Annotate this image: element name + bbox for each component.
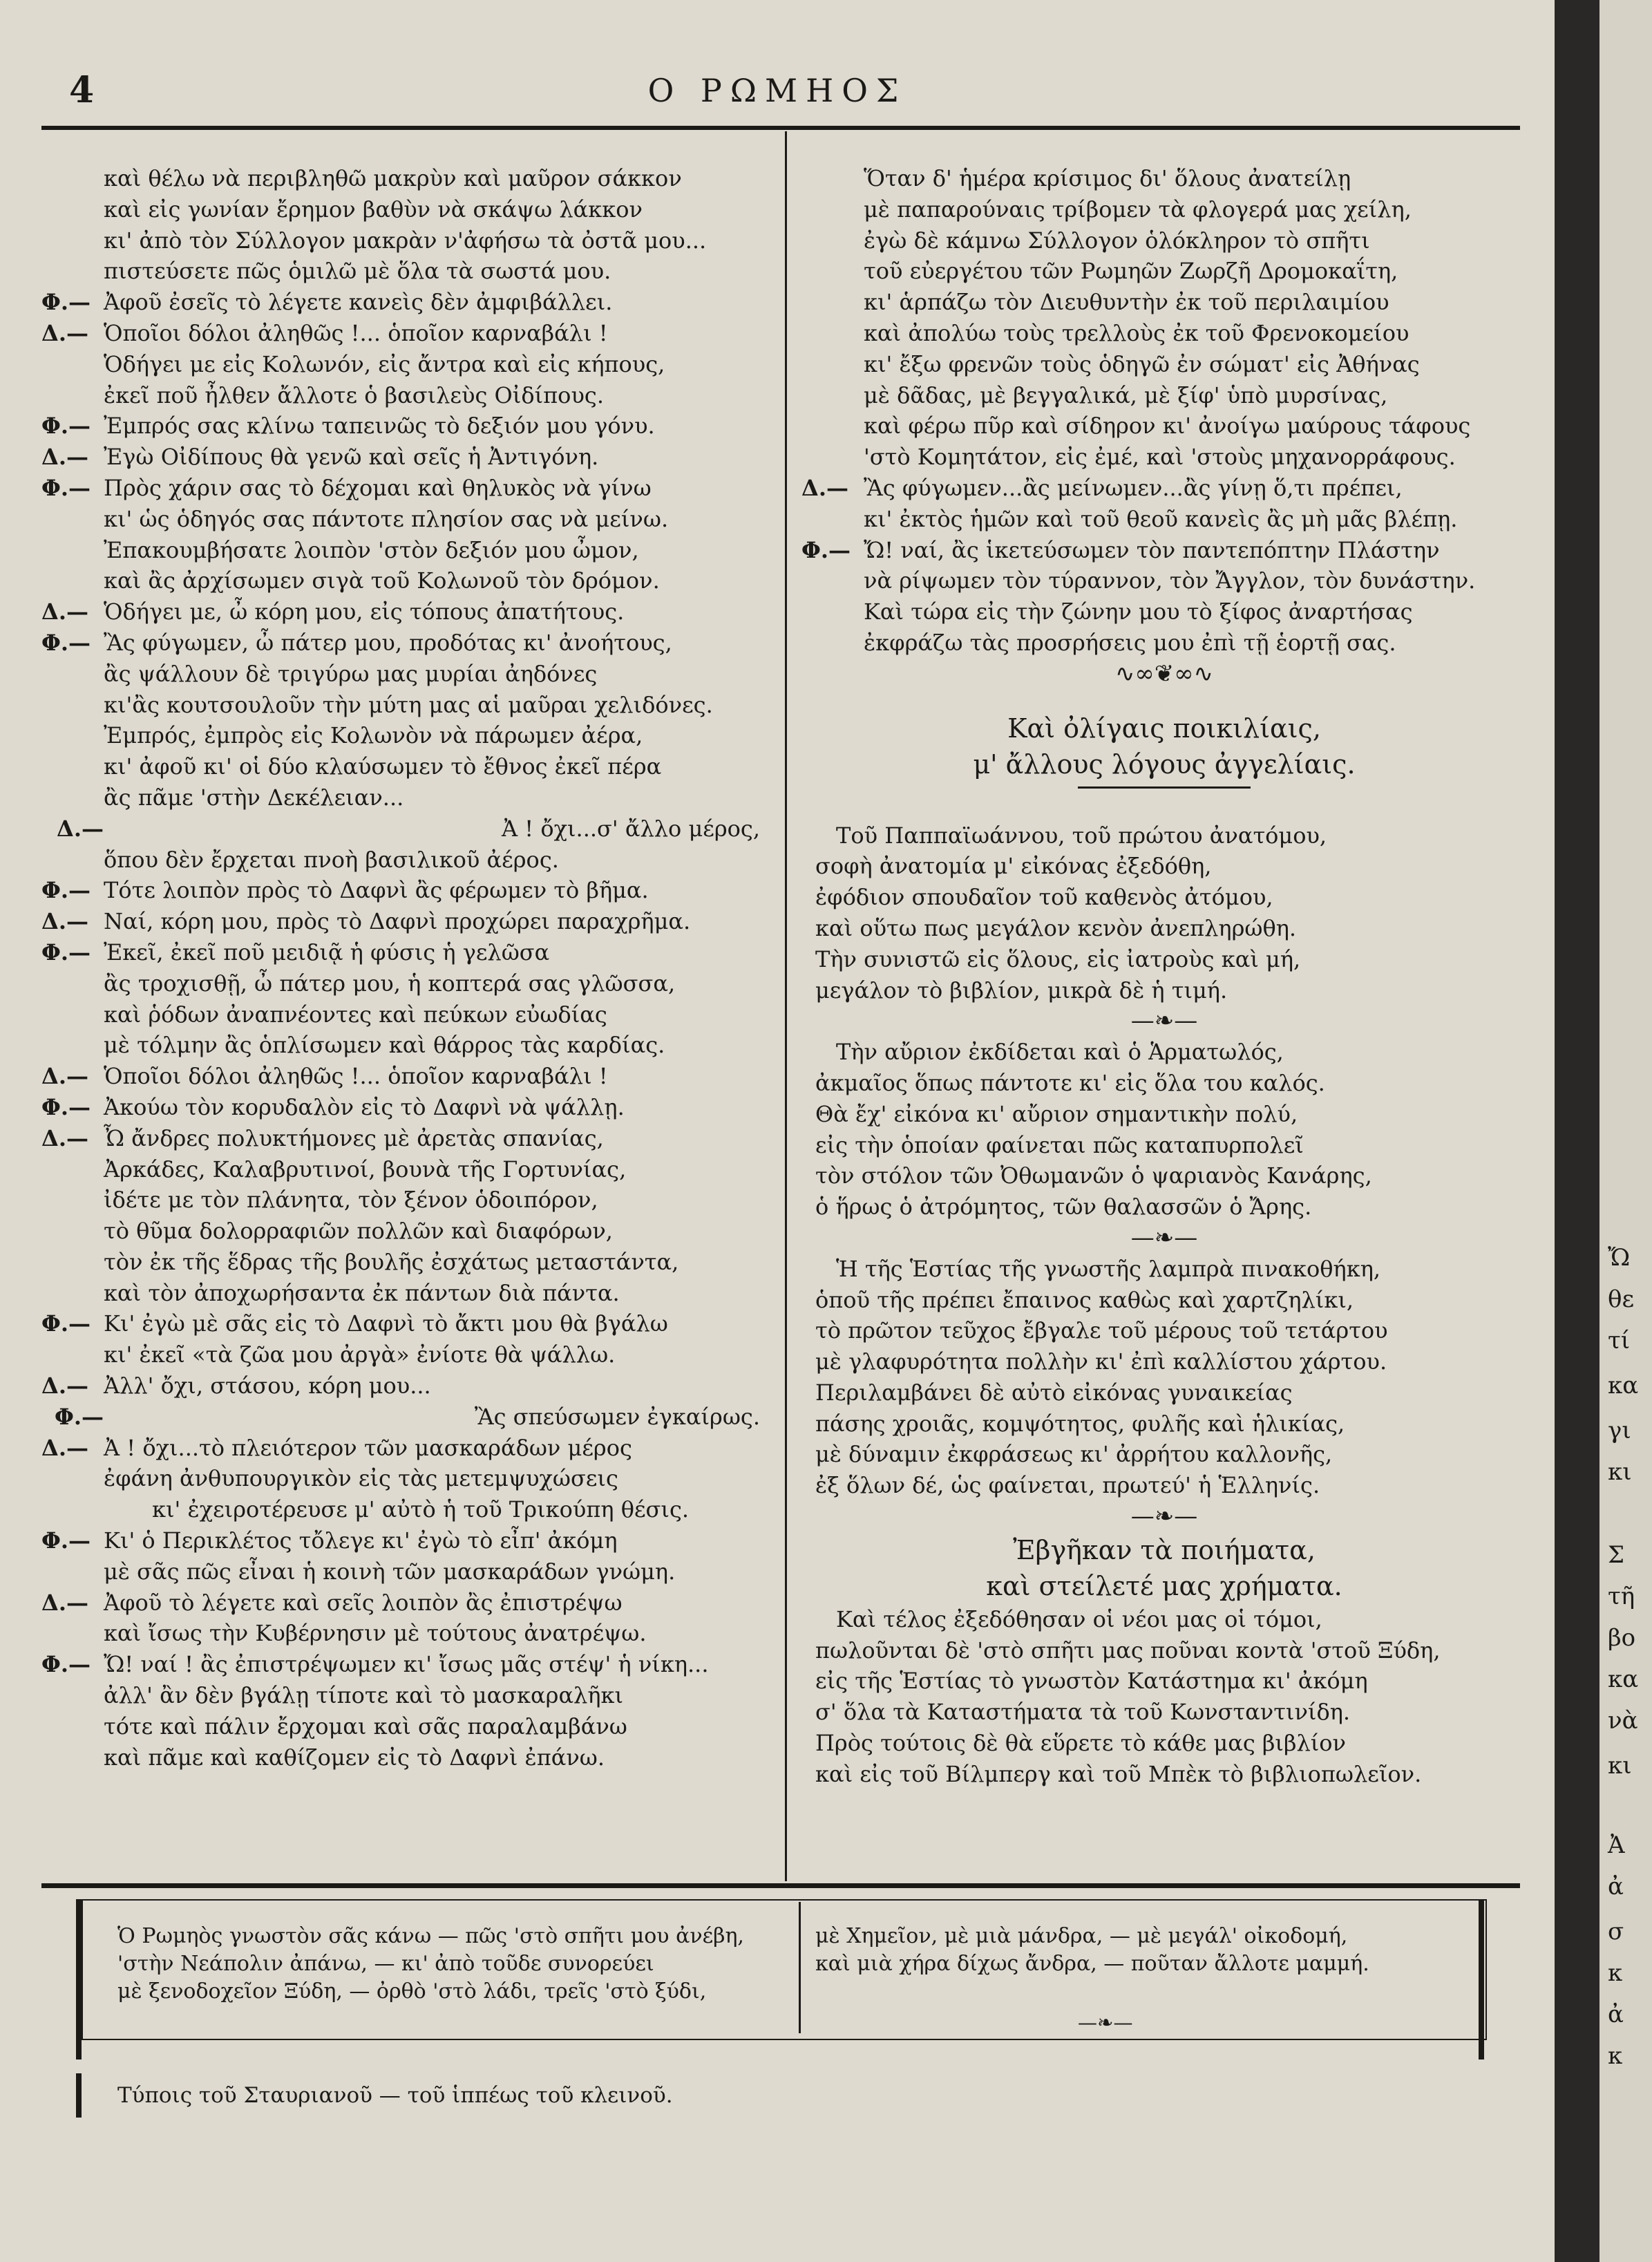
verse-text: ἂς τροχισθῇ, ὦ πάτερ μου, ἡ κοπτερά σας γλῶσσα, (104, 970, 676, 997)
speaker-label: Δ.— (801, 474, 848, 501)
box-line: Ὁ Ρωμηὸς γνωστὸν σᾶς κάνω — πῶς 'στὸ σπῆτι μου ἀνέβη, (117, 1924, 744, 1948)
spacer (801, 690, 1527, 710)
verse-text: Ὤ! ναί, ἂς ἱκετεύσωμεν τὸν παντεπόπτην Πλάστην (864, 536, 1440, 563)
notice-line: σοφὴ ἀνατομία μ' εἰκόνας ἐξεδόθη, (815, 853, 1212, 880)
verse-text: τὸν ἐκ τῆς ἕδρας τῆς βουλῆς ἐσχάτως μεταστάντα, (104, 1248, 679, 1275)
verse-text: καὶ ῥόδων ἀναπνέοντες καὶ πεύκων εὐωδίας (104, 1001, 607, 1028)
notice-line: ἐφόδιον σπουδαῖον τοῦ καθενὸς ἀτόμου, (815, 884, 1273, 911)
verse-text: Πρὸς χάριν σας τὸ δέχομαι καὶ θηλυκὸς νὰ γίνω (104, 474, 652, 501)
ornament-divider: ∿∞❦∞∿ (1114, 659, 1214, 688)
notice-line: ἐξ ὅλων δέ, ὡς φαίνεται, πρωτεύ' ἡ Ἑλληνίς. (815, 1472, 1320, 1499)
verse-text: ἐγὼ δὲ κάμνω Σύλλογον ὁλόκληρον τὸ σπῆτι (864, 227, 1370, 254)
verse-line (41, 1247, 774, 1278)
verse-text: 'στὸ Κομητάτον, εἰς ἐμέ, καὶ 'στοὺς μηχανορράφους. (864, 444, 1456, 471)
verse-text: Ἂς φύγωμεν...ἂς μείνωμεν...ἂς γίνῃ ὅ,τι πρέπει, (864, 474, 1403, 501)
speaker-label: Δ.— (41, 1373, 88, 1399)
verse-line (41, 628, 774, 659)
small-ornament: —❧— (1130, 1223, 1198, 1252)
verse-line (41, 318, 774, 349)
notice-line: εἰς τὴν ὁποίαν φαίνεται πῶς καταπυρπολεῖ (815, 1131, 1304, 1158)
verse-line (41, 659, 774, 690)
verse-line (41, 1216, 774, 1247)
speaker-label: Φ.— (41, 1093, 91, 1120)
verse-text: Ἀ ! ὄχι...σ' ἄλλο μέρος, (502, 815, 760, 842)
neighbor-page-edge (1599, 0, 1652, 2262)
header-rule (41, 126, 1520, 130)
verse-text: καὶ τὸν ἀποχωρήσαντα ἐκ πάντων διὰ πάντα. (104, 1279, 620, 1306)
notice-line: πωλοῦνται δὲ 'στὸ σπῆτι μας ποῦναι κοντὰ 'στοῦ Ξύδη, (815, 1637, 1441, 1663)
verse-line (41, 720, 774, 751)
neighbor-fragment: τί (1608, 1327, 1631, 1355)
verse-line (801, 349, 1527, 380)
verse-text: Ἀφοῦ ἐσεῖς τὸ λέγετε κανεὶς δὲν ἀμφιβάλλει. (104, 289, 613, 316)
speaker-label: Δ.— (41, 444, 88, 471)
notice-line: τὸ πρῶτον τεῦχος ἔβγαλε τοῦ μέρους τοῦ τετάρτου (815, 1317, 1388, 1344)
verse-line (801, 318, 1527, 349)
verse-text: κι' ἐκτὸς ἡμῶν καὶ τοῦ θεοῦ κανεὶς ἂς μὴ μᾶς βλέπῃ. (864, 505, 1458, 532)
verse-line (41, 349, 774, 380)
speaker-label: Δ.— (41, 1589, 88, 1616)
verse-text: καὶ ἴσως τὴν Κυβέρνησιν μὲ τούτους ἀνατρέψω. (104, 1620, 647, 1647)
verse-text: ἰδέτε με τὸν πλάνητα, τὸν ξένον ὁδοιπόρον, (104, 1187, 598, 1214)
box-left-text (117, 1923, 791, 2006)
speaker-label: Φ.— (41, 1651, 91, 1678)
verse-text: καὶ πᾶμε καὶ καθίζομεν εἰς τὸ Δαφνὶ ἐπάνω. (104, 1744, 605, 1771)
verse-text: Ἐμπρός σας κλίνω ταπεινῶς τὸ δεξιόν μου γόνυ. (104, 413, 655, 440)
verse-line (41, 937, 774, 968)
notice-line: καὶ οὕτω πως μεγάλον κενὸν ἀνεπληρώθη. (815, 914, 1297, 941)
verse-line (801, 225, 1527, 256)
verse-text: Ὁδήγει με εἰς Κολωνόν, εἰς ἄντρα καὶ εἰς κήπους, (104, 350, 665, 377)
verse-line (41, 565, 774, 596)
verse-line (41, 1339, 774, 1370)
notice-line: πάσης χροιᾶς, κομψότητος, φυλῆς καὶ ἡλικίας, (815, 1410, 1345, 1437)
verse-line (41, 1618, 774, 1649)
speaker-label: Δ.— (41, 1124, 88, 1151)
verse-text: Ὤ! ναί ! ἂς ἐπιστρέψωμεν κι' ἴσως μᾶς στέψ' ἡ νίκη... (104, 1651, 709, 1678)
verse-line (41, 535, 774, 566)
verse-text: τότε καὶ πάλιν ἔρχομαι καὶ σᾶς παραλαμβάνω (104, 1713, 627, 1740)
verse-line (41, 380, 774, 411)
verse-line (41, 1463, 774, 1494)
verse-line (41, 690, 774, 721)
verse-line (801, 287, 1527, 318)
speaker-label: Φ.— (41, 289, 91, 316)
verse-text: ἂς ψάλλουν δὲ τριγύρω μας μυρίαι ἀηδόνες (104, 660, 598, 687)
verse-text: κι' ἔξω φρενῶν τοὺς ὁδηγῶ ἐν σώματ' εἰς Ἀθήνας (864, 350, 1420, 377)
verse-text: ἀλλ' ἂν δὲν βγάλῃ τίποτε καὶ τὸ μασκαραλῆκι (104, 1682, 624, 1709)
verse-text: Ὁδήγει με, ὦ κόρη μου, εἰς τόπους ἀπατήτους. (104, 599, 625, 625)
box-divider (799, 1902, 801, 2033)
verse-line (41, 256, 774, 287)
verse-line (801, 442, 1527, 473)
verse-text: Κι' ὁ Περικλέτος τὄλεγε κι' ἐγὼ τὸ εἶπ' ἀκόμη (104, 1527, 618, 1554)
verse-text: κι' ὡς ὁδηγός σας πάντοτε πλησίον σας νὰ μείνω. (104, 505, 669, 532)
verse-line (801, 535, 1527, 566)
verse-text: κι' ἀπὸ τὸν Σύλλογον μακρὰν ν'ἀφήσω τὰ ὀστᾶ μου... (104, 227, 707, 254)
verse-line (801, 256, 1527, 287)
neighbor-fragment: γι (1608, 1417, 1631, 1444)
verse-text: Ἐγὼ Οἰδίπους θὰ γενῶ καὶ σεῖς ἡ Ἀντιγόνη. (104, 444, 599, 471)
column-divider (785, 131, 787, 1881)
box-right-text (815, 1923, 1458, 1978)
notice-line: ἀκμαῖος ὅπως πάντοτε κι' εἰς ὅλα του καλός. (815, 1069, 1325, 1096)
verse-line (41, 596, 774, 628)
verse-text: πιστεύσετε πῶς ὁμιλῶ μὲ ὅλα τὰ σωστά μου. (104, 258, 611, 285)
speaker-label: Δ.— (41, 1434, 88, 1461)
speaker-label: Φ.— (54, 1403, 104, 1430)
verse-line (41, 845, 774, 876)
verse-line (41, 1123, 774, 1154)
neighbor-fragment: νὰ (1608, 1707, 1638, 1735)
verse-text: μὲ παπαρούναις τρίβομεν τὰ φλογερά μας χείλη, (864, 196, 1412, 223)
speaker-label: Φ.— (41, 629, 91, 656)
neighbor-fragment: θε (1608, 1285, 1635, 1313)
notice-line: μὲ γλαφυρότητα πολλὴν κι' ἐπὶ καλλίστου χάρτου. (815, 1348, 1387, 1375)
notice-line: ὁποῦ τῆς πρέπει ἔπαινος καθὼς καὶ χαρτζηλίκι, (815, 1286, 1354, 1313)
box-line: μὲ ξενοδοχεῖον Ξύδη, — ὀρθὸ 'στὸ λάδι, τρεῖς 'στὸ ξύδι, (117, 1979, 707, 2004)
verse-text: ἂς πᾶμε 'στὴν Δεκέλειαν... (104, 784, 404, 811)
verse-text: ἐκφράζω τὰς προσρήσεις μου ἐπὶ τῇ ἑορτῇ σας. (864, 629, 1396, 656)
verse-text: μὲ σᾶς πῶς εἶναι ἡ κοινὴ τῶν μασκαράδων γνώμη. (104, 1558, 676, 1585)
verse-line (41, 1308, 774, 1339)
box-left-bar (76, 1899, 82, 2060)
notice-line: Τὴν αὔριον ἐκδίδεται καὶ ὁ Ἁρματωλός, (836, 1039, 1284, 1066)
verse-line (41, 225, 774, 256)
verse-line (41, 1494, 774, 1525)
verse-text: ἐφάνη ἀνθυπουργικὸν εἰς τὰς μετεμψυχώσεις (104, 1465, 618, 1492)
spacer (801, 800, 1527, 820)
speaker-label: Δ.— (41, 908, 88, 935)
notice-line: μὲ δύναμιν ἐκφράσεως κι' ἀρρήτου καλλονῆς, (815, 1441, 1333, 1468)
verse-line (41, 906, 774, 937)
notice-line: Τοῦ Παππαϊωάννου, τοῦ πρώτου ἀνατόμου, (836, 822, 1327, 849)
verse-text: Καὶ τώρα εἰς τὴν ζώνην μου τὸ ξίφος ἀναρτήσας (864, 599, 1413, 625)
verse-line (41, 1185, 774, 1216)
verse-line (41, 782, 774, 813)
verse-line (801, 628, 1527, 659)
neighbor-fragment: κα (1608, 1372, 1639, 1399)
verse-line (41, 875, 774, 906)
verse-line (801, 380, 1527, 411)
footer-rule (41, 1883, 1520, 1888)
verse-line (41, 1370, 774, 1402)
speaker-label: Φ.— (41, 413, 91, 440)
verse-line (41, 999, 774, 1030)
neighbor-fragment: κ (1608, 2042, 1623, 2070)
verse-text: καὶ θέλω νὰ περιβληθῶ μακρὺν καὶ μαῦρον σάκκον (104, 165, 682, 191)
verse-text: καὶ ἀπολύω τοὺς τρελλοὺς ἐκ τοῦ Φρενοκομείου (864, 319, 1409, 346)
verse-line (41, 1525, 774, 1556)
verse-text: Ὁποῖοι δόλοι ἀληθῶς !... ὁποῖον καρναβάλι ! (104, 319, 608, 346)
verse-text: τὸ θῦμα δολορραφιῶν πολλῶν καὶ διαφόρων, (104, 1218, 613, 1245)
speaker-label: Φ.— (41, 877, 91, 904)
speaker-label: Δ.— (57, 815, 104, 842)
verse-line (41, 968, 774, 999)
verse-line (41, 1433, 774, 1464)
verse-text: Ὦ ἄνδρες πολυκτήμονες μὲ ἀρετὰς σπανίας, (104, 1124, 604, 1151)
verse-text: Ἀφοῦ τὸ λέγετε καὶ σεῖς λοιπὸν ἂς ἐπιστρέψω (104, 1589, 623, 1616)
verse-text: μὲ δᾶδας, μὲ βεγγαλικά, μὲ ξίφ' ὑπὸ μυρσίνας, (864, 381, 1388, 408)
speaker-label: Δ.— (41, 1063, 88, 1090)
verse-line (41, 1402, 774, 1433)
verse-line (801, 411, 1527, 442)
verse-line (41, 1154, 774, 1185)
neighbor-fragment: τῆ (1608, 1583, 1635, 1610)
small-ornament: —❧— (1130, 1007, 1198, 1035)
verse-text: κι' ἐχειροτέρευσε μ' αὐτὸ ἡ τοῦ Τρικούπη θέσις. (152, 1496, 690, 1523)
neighbor-fragment: σ (1608, 1918, 1624, 1945)
verse-text: Ἐμπρός, ἐμπρὸς εἰς Κολωνὸν νὰ πάρωμεν ἀέρα, (104, 722, 643, 749)
neighbor-fragment: κι (1608, 1752, 1632, 1780)
verse-line (41, 442, 774, 473)
neighbor-fragment: κι (1608, 1458, 1632, 1486)
verse-text: κι' ἁρπάζω τὸν Διευθυντὴν ἐκ τοῦ περιλαιμίου (864, 289, 1389, 316)
speaker-label: Δ.— (41, 599, 88, 625)
verse-line (41, 1092, 774, 1123)
verse-line (41, 287, 774, 318)
neighbor-fragment: κα (1608, 1666, 1639, 1693)
verse-line (41, 411, 774, 442)
verse-text: Ἐπακουμβήσατε λοιπὸν 'στὸν δεξιόν μου ὦμον, (104, 536, 639, 563)
notice-line: μεγάλον τὸ βιβλίον, μικρὰ δὲ ἡ τιμή. (815, 977, 1228, 1003)
verse-text: Ἀ ! ὄχι...τὸ πλειότερον τῶν μασκαράδων μέρος (104, 1434, 632, 1461)
small-ornament: —❧— (1130, 1502, 1198, 1531)
verse-line (41, 1587, 774, 1619)
neighbor-fragment: Ἀ (1608, 1831, 1625, 1859)
verse-text: Ἂς σπεύσωμεν ἐγκαίρως. (474, 1403, 760, 1430)
notice-line: Περιλαμβάνει δὲ αὐτὸ εἰκόνας γυναικείας (815, 1379, 1293, 1406)
verse-text: Ἀκούω τὸν κορυδαλὸν εἰς τὸ Δαφνὶ νὰ ψάλλῃ. (104, 1093, 625, 1120)
page-number: 4 (69, 69, 95, 111)
imprint-bar (76, 2073, 82, 2118)
verse-text: ὅπου δὲν ἔρχεται πνοὴ βασιλικοῦ ἀέρος. (104, 846, 559, 873)
notice-line: τὸν στόλον τῶν Ὀθωμανῶν ὁ ψαριανὸς Κανάρης, (815, 1162, 1372, 1189)
right-column (801, 163, 1527, 1790)
box-line: καὶ μιὰ χήρα δίχως ἄνδρα, — ποῦταν ἄλλοτε μαμμή. (815, 1952, 1369, 1976)
verse-line (41, 813, 774, 845)
notice-line: Ἡ τῆς Ἑστίας τῆς γνωστῆς λαμπρὰ πινακοθήκη, (836, 1255, 1381, 1282)
speaker-label: Δ.— (41, 319, 88, 346)
neighbor-fragment: ἀ (1608, 2001, 1624, 2028)
verse-text: Τότε λοιπὸν πρὸς τὸ Δαφνὶ ἂς φέρωμεν τὸ βῆμα. (104, 877, 649, 904)
heading-underline (1078, 786, 1251, 789)
verse-line (41, 163, 774, 194)
verse-line (41, 194, 774, 225)
verse-line (801, 504, 1527, 535)
speaker-label: Φ.— (801, 536, 851, 563)
section-heading: μ' ἄλλους λόγους ἀγγελίαις. (973, 748, 1356, 780)
notice-line: ὁ ἥρως ὁ ἀτρόμητος, τῶν θαλασσῶν ὁ Ἄρης. (815, 1194, 1312, 1220)
verse-line (41, 504, 774, 535)
notice-line: εἰς τῆς Ἑστίας τὸ γνωστὸν Κατάστημα κι' ἀκόμη (815, 1668, 1368, 1695)
verse-text: κι'ἂς κουτσουλοῦν τὴν μύτη μας αἱ μαῦραι χελιδόνες. (104, 691, 713, 718)
verse-line (41, 1030, 774, 1061)
verse-text: μὲ τόλμην ἂς ὁπλίσωμεν καὶ θάρρος τὰς καρδίας. (104, 1032, 665, 1059)
speaker-label: Φ.— (41, 1310, 91, 1337)
verse-line (41, 1680, 774, 1711)
notice-line: Πρὸς τούτοις δὲ θὰ εὕρετε τὸ κάθε μας βιβλίον (815, 1730, 1346, 1757)
verse-line (41, 1711, 774, 1742)
neighbor-fragment: ἀ (1608, 1873, 1624, 1901)
verse-line (801, 473, 1527, 504)
neighbor-fragment: βο (1608, 1624, 1636, 1652)
verse-text: ἐκεῖ ποῦ ἦλθεν ἄλλοτε ὁ βασιλεὺς Οἰδίπους. (104, 381, 604, 408)
speaker-label: Φ.— (41, 939, 91, 965)
neighbor-fragment: Ὤ (1608, 1244, 1631, 1272)
box-line: μὲ Χημεῖον, μὲ μιὰ μάνδρα, — μὲ μεγάλ' οἰκοδομή, (815, 1924, 1348, 1948)
verse-text: τοῦ εὐεργέτου τῶν Ρωμηῶν Ζωρζῆ Δρομοκαΐτη, (864, 258, 1398, 285)
verse-text: Ἂς φύγωμεν, ὦ πάτερ μου, προδότας κι' ἀνοήτους, (104, 629, 672, 656)
verse-line (41, 1649, 774, 1680)
verse-text: Κι' ἐγὼ μὲ σᾶς εἰς τὸ Δαφνὶ τὸ ἄκτι μου θὰ βγάλω (104, 1310, 668, 1337)
page-header (41, 69, 1513, 117)
verse-text: Ἀρκάδες, Καλαβρυτινοί, βουνὰ τῆς Γορτυνίας, (104, 1156, 627, 1182)
verse-line (801, 194, 1527, 225)
verse-line (41, 1556, 774, 1587)
verse-line (801, 565, 1527, 596)
verse-text: Ὅταν δ' ἡμέρα κρίσιμος δι' ὅλους ἀνατείλῃ (864, 165, 1351, 191)
verse-line (41, 1742, 774, 1773)
verse-line (41, 473, 774, 504)
printer-imprint: Τύποις τοῦ Σταυριανοῦ — τοῦ ἱππέως τοῦ κλεινοῦ. (117, 2083, 673, 2108)
neighbor-fragment: Σ (1608, 1541, 1625, 1569)
verse-line (41, 1278, 774, 1309)
verse-line (801, 163, 1527, 194)
verse-text: καὶ ἂς ἀρχίσωμεν σιγὰ τοῦ Κολωνοῦ τὸν δρόμον. (104, 567, 660, 594)
section-heading: καὶ στείλετέ μας χρήματα. (986, 1570, 1342, 1601)
section-heading: Ἐβγῆκαν τὰ ποιήματα, (1013, 1534, 1316, 1565)
verse-line (801, 596, 1527, 628)
verse-text: νὰ ρίψωμεν τὸν τύραννον, τὸν Ἄγγλον, τὸν δυνάστην. (864, 567, 1476, 594)
box-ornament: —❧— (1078, 2011, 1133, 2034)
verse-text: καὶ εἰς γωνίαν ἔρημον βαθὺν νὰ σκάψω λάκκον (104, 196, 643, 223)
verse-text: κι' ἐκεῖ «τὰ ζῶα μου ἀργὰ» ἐνίοτε θὰ ψάλλω. (104, 1341, 616, 1368)
left-column (41, 163, 774, 1773)
verse-line (41, 751, 774, 782)
notice-line: Καὶ τέλος ἐξεδόθησαν οἱ νέοι μας οἱ τόμοι, (836, 1605, 1322, 1632)
notice-line: καὶ εἰς τοῦ Βίλμπεργ καὶ τοῦ Μπὲκ τὸ βιβλιοπωλεῖον. (815, 1760, 1422, 1787)
box-line: 'στὴν Νεάπολιν ἀπάνω, — κι' ἀπὸ τοῦδε συνορεύει (117, 1952, 654, 1976)
newspaper-title: Ο ΡΩΜΗΟΣ (647, 72, 907, 109)
speaker-label: Φ.— (41, 1527, 91, 1554)
verse-text: κι' ἀφοῦ κι' οἱ δύο κλαύσωμεν τὸ ἔθνος ἐκεῖ πέρα (104, 753, 662, 780)
verse-text: Ἐκεῖ, ἐκεῖ ποῦ μειδιᾷ ἡ φύσις ἡ γελῶσα (104, 939, 550, 965)
neighbor-fragment: κ (1608, 1959, 1623, 1987)
notice-line: Τὴν συνιστῶ εἰς ὅλους, εἰς ἰατροὺς καὶ μή, (815, 945, 1301, 972)
verse-text: Ἀλλ' ὄχι, στάσου, κόρη μου... (104, 1373, 431, 1399)
notice-line: σ' ὅλα τὰ Καταστήματα τὰ τοῦ Κωνσταντινίδη. (815, 1699, 1351, 1726)
notice-line: Θὰ ἔχ' εἰκόνα κι' αὔριον σημαντικὴν πολύ, (815, 1100, 1298, 1127)
verse-text: Ὁποῖοι δόλοι ἀληθῶς !... ὁποῖον καρναβάλι ! (104, 1063, 608, 1090)
speaker-label: Φ.— (41, 474, 91, 501)
verse-text: καὶ φέρω πῦρ καὶ σίδηρον κι' ἀνοίγω μαύρους τάφους (864, 413, 1471, 440)
verse-text: Ναί, κόρη μου, πρὸς τὸ Δαφνὶ προχώρει παραχρῆμα. (104, 908, 691, 935)
verse-line (41, 1061, 774, 1092)
section-heading: Καὶ ὀλίγαις ποικιλίαις, (1007, 713, 1321, 744)
